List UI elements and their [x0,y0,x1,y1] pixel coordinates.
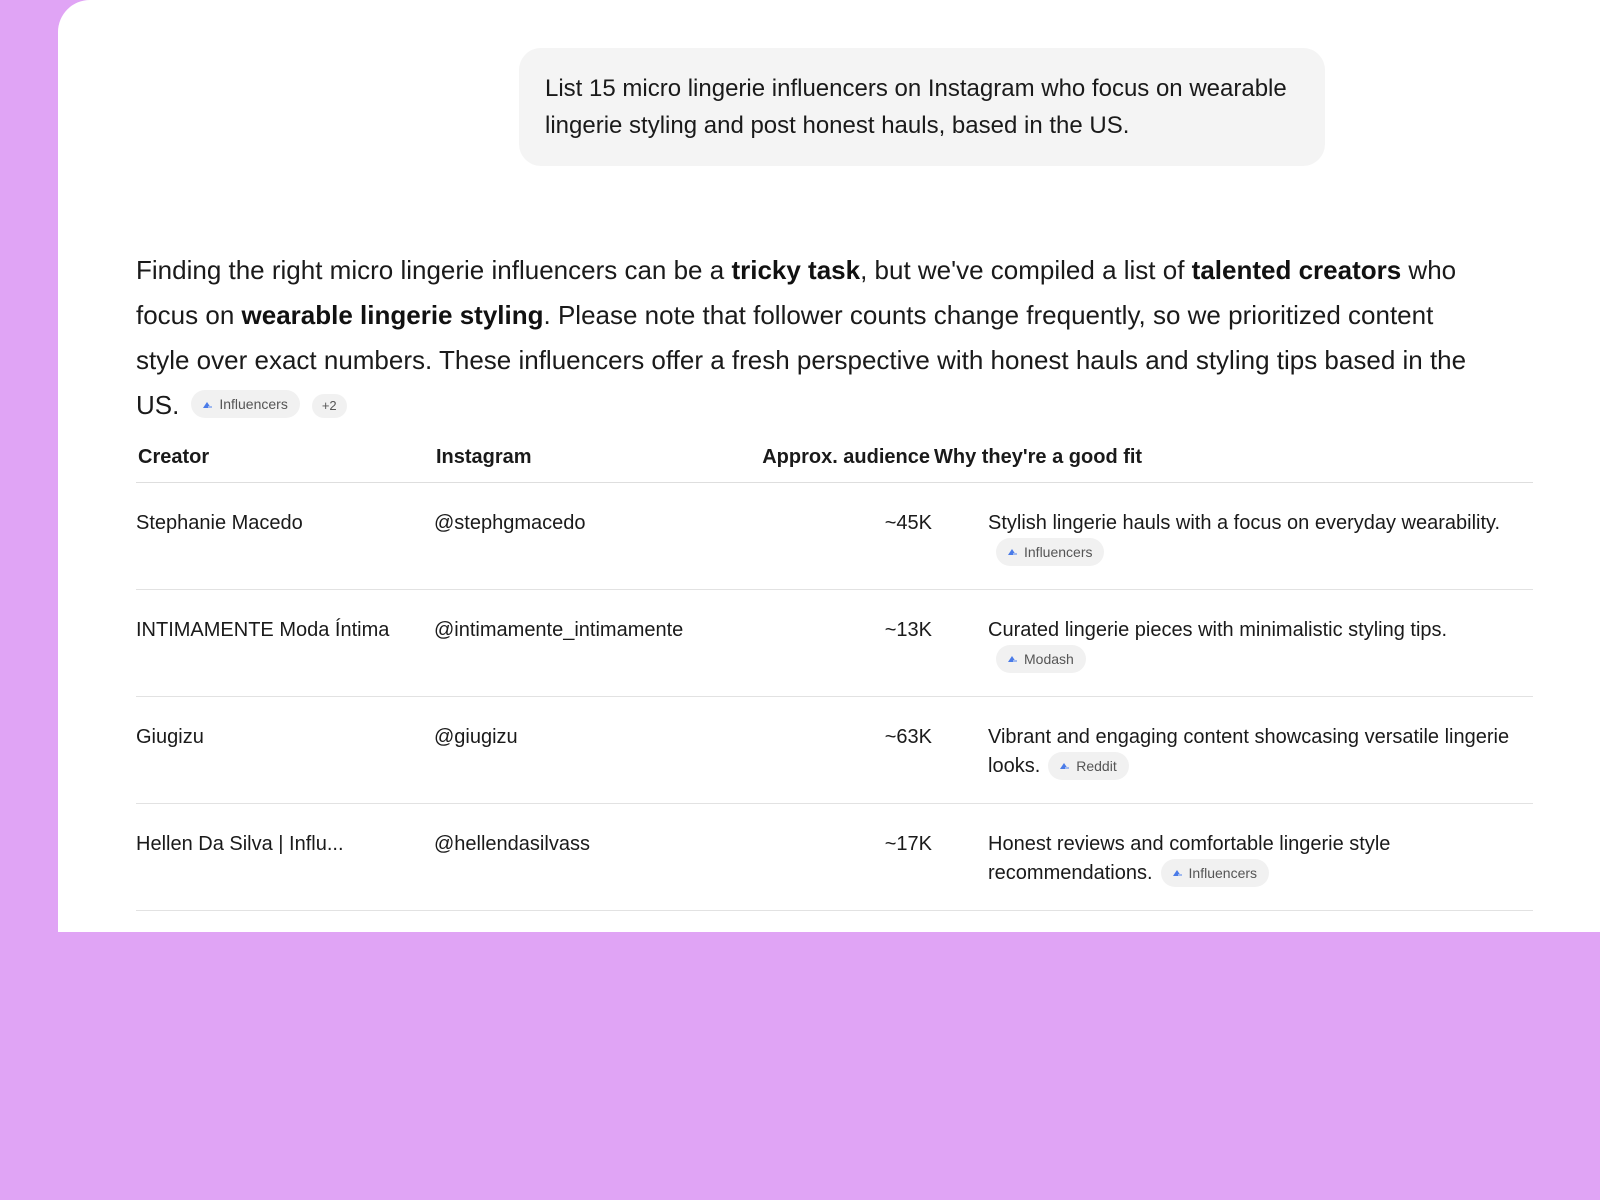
column-header-creator: Creator [136,432,434,483]
instagram-handle-cell: @giugizu [434,697,712,804]
instagram-handle-cell: @intimamente_intimamente [434,590,712,697]
answer-text: Finding the right micro lingerie influencers can be a [136,255,732,285]
source-logo-icon [1008,548,1017,555]
user-message-text: List 15 micro lingerie influencers on Instagram who focus on wearable lingerie styling and post honest hauls, based in the US. [545,75,1287,139]
fit-text: Curated lingerie pieces with minimalistic styling tips. [988,619,1448,641]
audience-cell: ~17K [712,804,932,911]
fit-cell [932,697,1533,804]
source-logo-icon [1008,655,1017,662]
fit-text: Stylish lingerie hauls with a focus on everyday wearability. [988,512,1501,534]
answer-text: who focus on [136,255,1457,330]
audience-cell: ~13K [712,590,932,697]
creator-cell: Hellen Da Silva | Influ... [136,804,434,911]
fit-cell [932,804,1533,911]
audience-cell: ~45K [712,483,932,590]
table-row [136,804,1533,911]
source-chip[interactable] [1048,752,1128,780]
user-message-bubble [519,48,1325,166]
answer-bold-text: wearable lingerie styling [241,300,544,330]
creator-cell: Stephanie Macedo [136,483,434,590]
column-header-instagram: Instagram [434,432,712,483]
chat-panel [58,0,1600,932]
instagram-handle-cell: @stephgmacedo [434,483,712,590]
creator-cell: Giugizu [136,697,434,804]
answer-text: , but we've compiled a list of [860,255,1192,285]
source-chip-label: Influencers [1188,864,1258,881]
fit-text: Honest reviews and comfortable lingerie style recommendations. [988,833,1391,884]
table-row [136,590,1533,697]
fit-cell [932,483,1533,590]
table-row [136,483,1533,590]
audience-cell: ~63K [712,697,932,804]
table-row [136,697,1533,804]
source-chip[interactable] [1161,859,1269,887]
answer-bold-text: talented creators [1191,255,1402,285]
fit-cell [932,590,1533,697]
source-chip-label: Influencers [219,396,288,413]
column-header-fit: Why they're a good fit [932,432,1533,483]
source-chip-label: Reddit [1076,757,1117,774]
source-logo-icon [1060,762,1069,769]
creator-cell: INTIMAMENTE Moda Íntima [136,590,434,697]
source-chip-label: Influencers [1024,543,1093,560]
table-header-row [136,432,1533,483]
source-logo-icon [203,401,212,408]
column-header-audience: Approx. audience [712,432,932,483]
answer-text: . Please note that follower counts change frequently, so we prioritized content style over exact numbers. These influencers offer a fresh perspective with honest hauls and styling tips based in the US. [136,300,1467,420]
more-sources-label: +2 [321,398,337,414]
source-logo-icon [1173,869,1182,876]
fit-text: Vibrant and engaging content showcasing versatile lingerie looks. [988,726,1510,777]
instagram-handle-cell: @hellendasilvass [434,804,712,911]
source-chip[interactable] [191,390,299,418]
source-chip-label: Modash [1024,650,1074,667]
more-sources-chip[interactable] [312,394,347,418]
answer-bold-text: tricky task [731,255,861,285]
source-chip[interactable] [996,645,1086,673]
assistant-answer [136,248,1478,428]
source-chip[interactable] [996,538,1104,566]
influencers-table [136,432,1533,911]
